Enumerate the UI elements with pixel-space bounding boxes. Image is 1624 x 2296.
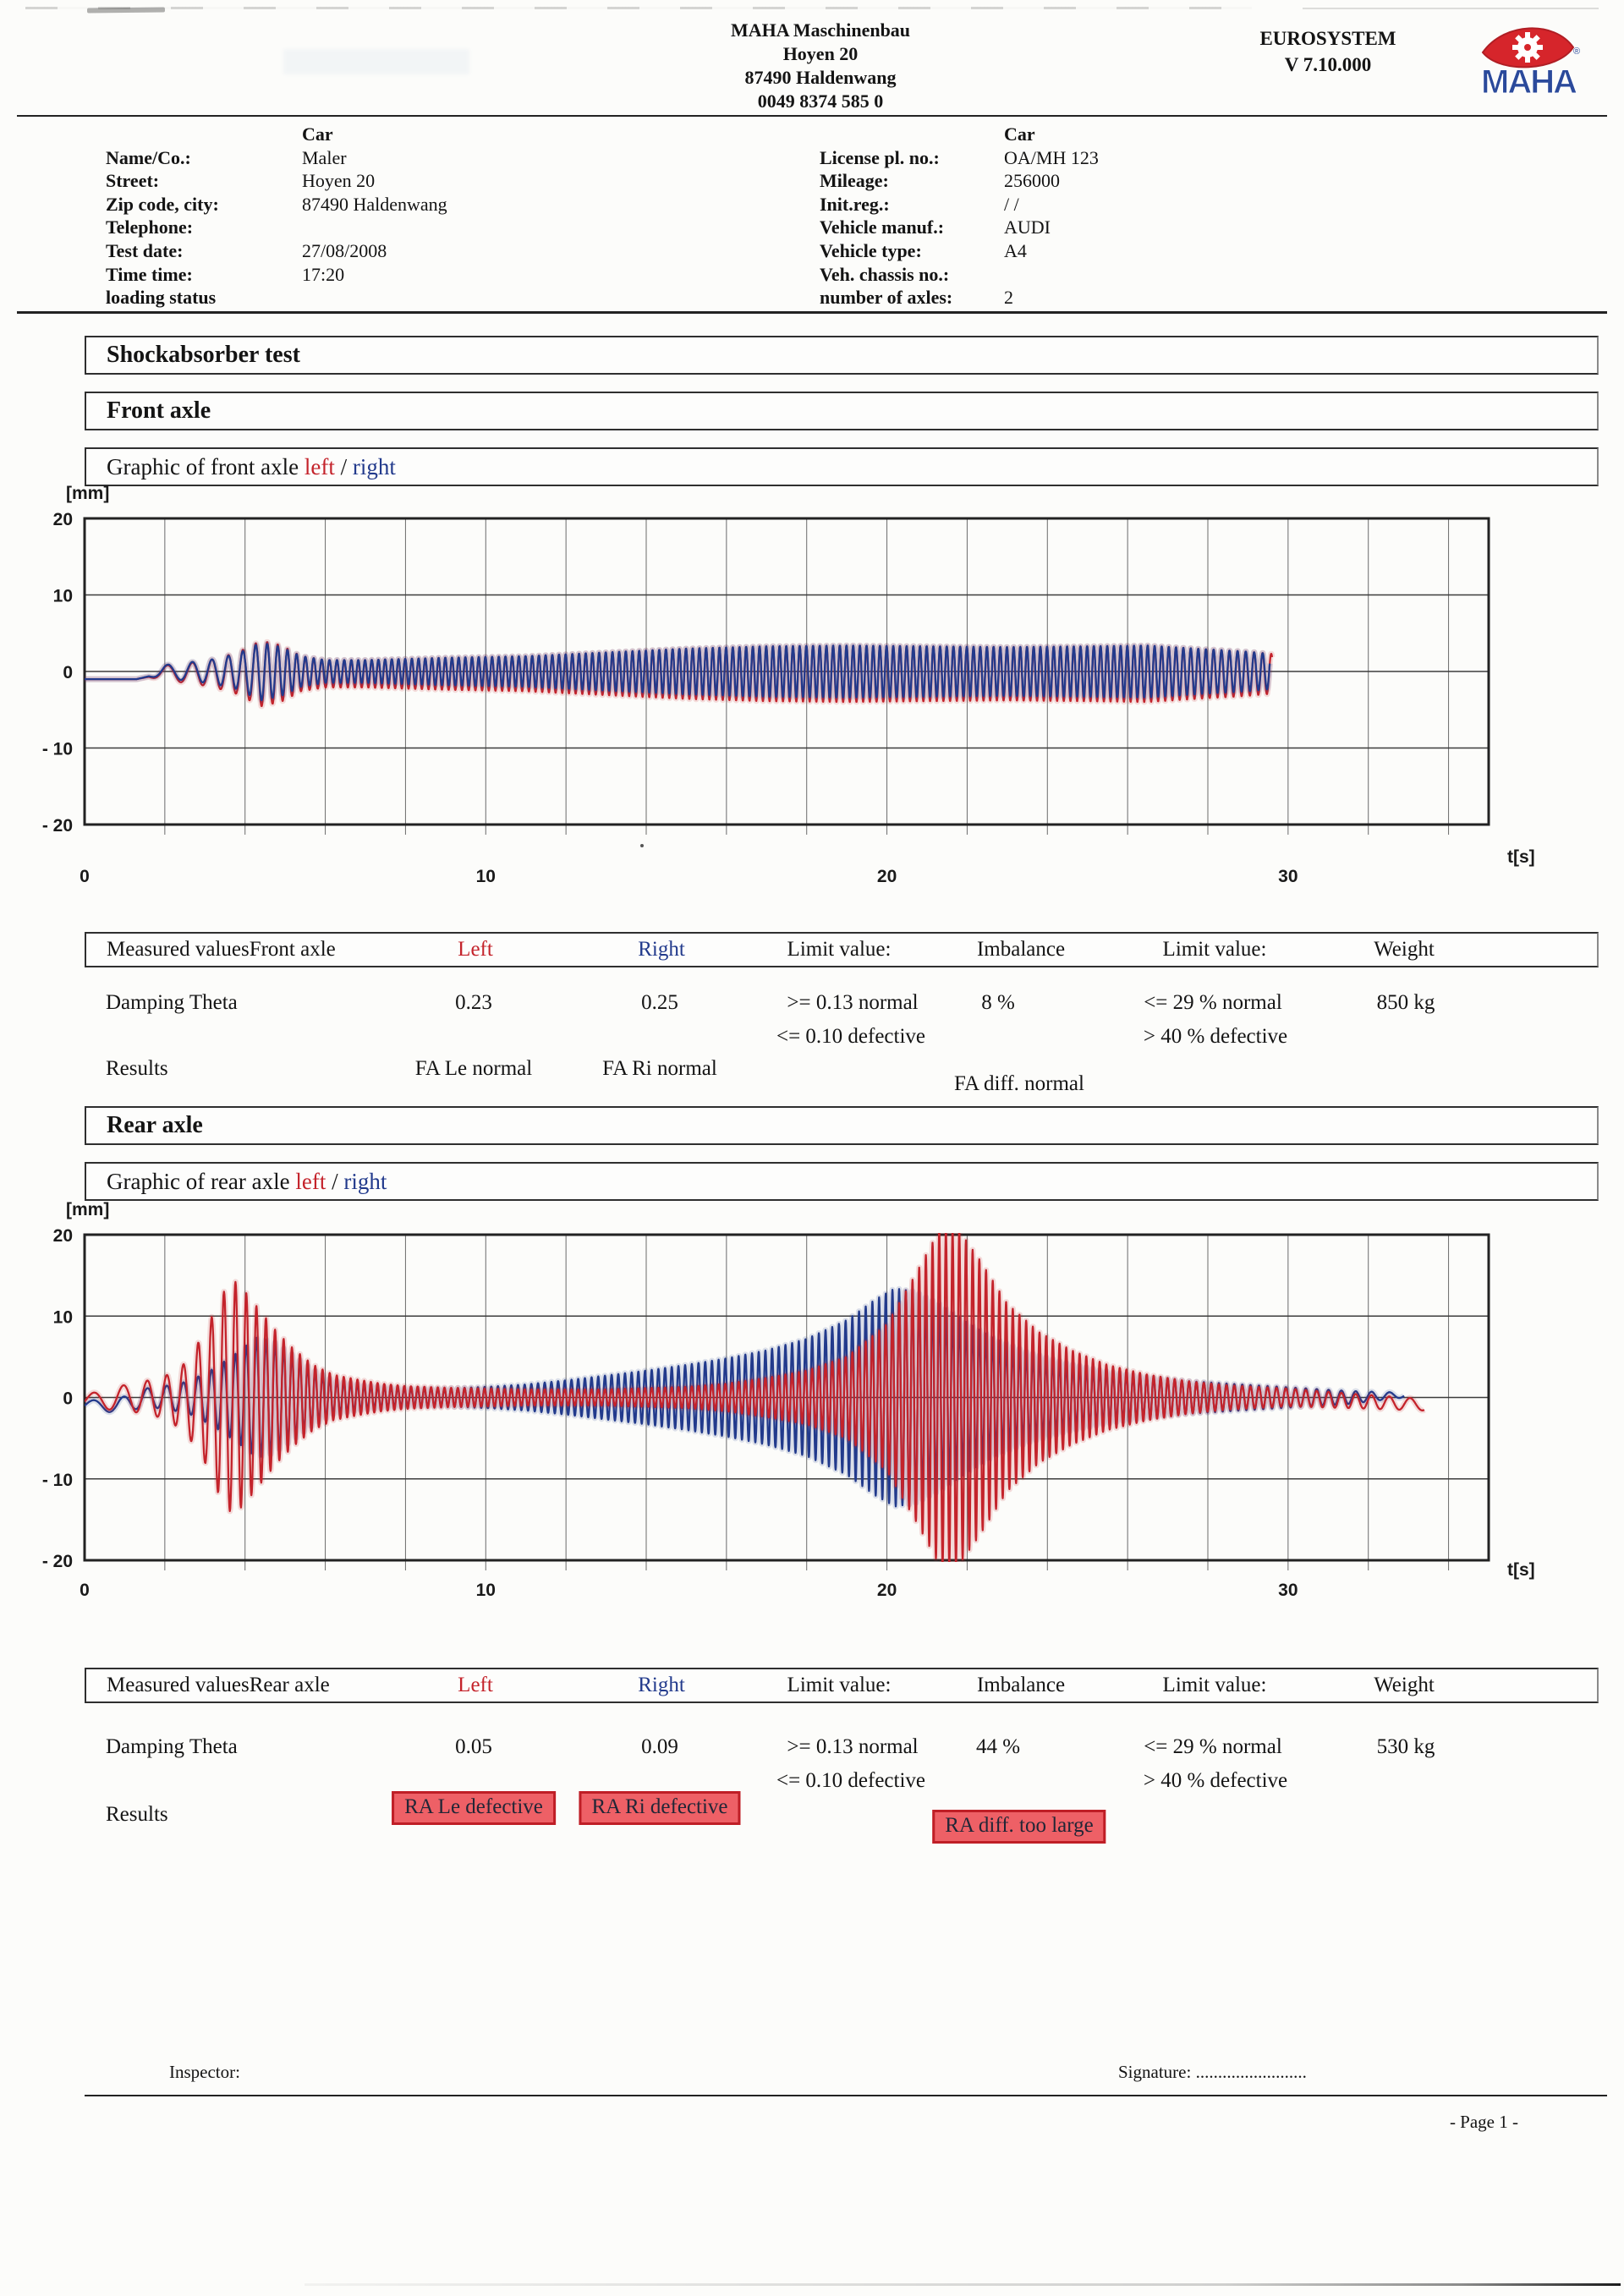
info-divider [17, 311, 1607, 314]
result-diff-defective-badge: RA diff. too large [932, 1810, 1106, 1844]
info-row: Time time: 17:20 [106, 263, 345, 285]
front-measured-header [85, 932, 1599, 967]
vehicle-info [820, 123, 1099, 310]
scan-artifact-top-streak [25, 7, 1252, 9]
footer-divider [85, 2095, 1607, 2096]
svg-text:20: 20 [52, 1226, 73, 1246]
imbalance-value: 8 % [981, 991, 1015, 1014]
col-weight: Weight [1374, 1674, 1435, 1696]
company-street: Hoyen 20 [782, 43, 859, 64]
svg-text:30: 30 [1278, 1581, 1298, 1600]
damping-left-value: 0.05 [455, 1735, 492, 1758]
limit2-normal: <= 29 % normal [1144, 991, 1282, 1014]
info-row: Init.reg.: / / [820, 193, 1019, 215]
section-title: Shockabsorber test [107, 342, 300, 368]
col-left: Left [458, 1674, 493, 1696]
legend-right: right [352, 453, 396, 479]
front-axle-oscillation-plot [34, 480, 1556, 903]
svg-text:20: 20 [876, 1581, 897, 1600]
info-row: Veh. chassis no.: [820, 263, 950, 285]
damping-left-value: 0.23 [455, 991, 492, 1014]
col-limit-2: Limit value: [1162, 1674, 1267, 1696]
info-row: number of axles: 2 [820, 287, 1013, 309]
svg-text:20: 20 [876, 867, 897, 886]
system-name: EUROSYSTEM [1259, 28, 1396, 49]
section-graphic-rear-axle [85, 1162, 1599, 1201]
scan-artifact-blotch [87, 8, 165, 14]
col-imbalance: Imbalance [976, 938, 1066, 961]
weight-value: 530 kg [1376, 1735, 1435, 1758]
damping-right-value: 0.25 [641, 991, 678, 1014]
section-title: Graphic of front axle left / right [107, 453, 396, 479]
customer-column-header: Car [302, 123, 333, 145]
result-diff: FA diff. normal [954, 1072, 1084, 1095]
limit1-normal: >= 0.13 normal [787, 1735, 919, 1758]
logo-registered-mark: ® [1572, 47, 1581, 57]
info-row: Zip code, city: 87490 Haldenwang [106, 193, 447, 215]
limit1-defective: <= 0.10 defective [776, 1025, 926, 1048]
damping-label: Damping Theta [106, 991, 238, 1014]
maha-logo-icon [1479, 15, 1583, 100]
col-limit-1: Limit value: [787, 1674, 892, 1696]
result-left-defective-badge: RA Le defective [392, 1791, 556, 1825]
section-shockabsorber-test [85, 336, 1599, 375]
legend-left: left [304, 453, 335, 479]
info-row: License pl. no.: OA/MH 123 [820, 146, 1099, 168]
info-row: Telephone: [106, 216, 194, 238]
page-number: - Page 1 - [1449, 2112, 1518, 2132]
table-title: Measured valuesRear axle [107, 1674, 330, 1696]
legend-right: right [343, 1168, 387, 1194]
svg-text:- 10: - 10 [41, 739, 73, 759]
info-row: Vehicle manuf.: AUDI [820, 216, 1051, 238]
info-row: Vehicle type: A4 [820, 239, 1027, 261]
rear-measured-header [85, 1668, 1599, 1703]
svg-text:t[s]: t[s] [1507, 847, 1535, 867]
svg-text:[mm]: [mm] [66, 484, 110, 503]
svg-text:- 10: - 10 [41, 1470, 73, 1490]
front-axle-chart [34, 480, 1556, 907]
col-right: Right [638, 1674, 685, 1696]
company-phone: 0049 8374 585 0 [757, 90, 884, 112]
inspector-label: Inspector: [169, 2062, 240, 2082]
vehicle-column-header: Car [1004, 123, 1035, 145]
system-version: V 7.10.000 [1284, 54, 1372, 75]
result-left: FA Le normal [414, 1057, 533, 1080]
damping-label: Damping Theta [106, 1735, 238, 1758]
scan-artifact-smudge [283, 49, 469, 74]
svg-text:[mm]: [mm] [66, 1200, 110, 1219]
info-row: Street: Hoyen 20 [106, 170, 376, 192]
svg-text:10: 10 [475, 1581, 496, 1600]
info-row: Test date: 27/08/2008 [106, 239, 387, 261]
col-limit-1: Limit value: [787, 938, 892, 961]
section-rear-axle [85, 1106, 1599, 1145]
svg-text:20: 20 [52, 510, 73, 529]
logo-wordmark: MAHA [1481, 63, 1576, 100]
info-row: loading status [106, 287, 217, 309]
info-row: Mileage: 256000 [820, 170, 1060, 192]
limit2-defective: > 40 % defective [1143, 1025, 1288, 1048]
col-right: Right [638, 938, 685, 961]
col-weight: Weight [1374, 938, 1435, 961]
company-city: 87490 Haldenwang [744, 67, 897, 88]
svg-text:10: 10 [475, 867, 496, 886]
svg-text:0: 0 [63, 1389, 73, 1409]
damping-right-value: 0.09 [641, 1735, 678, 1758]
svg-text:0: 0 [80, 1581, 90, 1600]
scan-artifact-top-streak-2 [1303, 8, 1599, 9]
signature-dots: ......................... [1195, 2062, 1307, 2082]
section-title: Front axle [107, 397, 211, 424]
header-divider [17, 115, 1607, 117]
system-version-block [1231, 25, 1425, 78]
limit2-normal: <= 29 % normal [1144, 1735, 1282, 1758]
result-right: FA Ri normal [602, 1057, 717, 1080]
info-row: Name/Co.: Maler [106, 146, 347, 168]
svg-text:t[s]: t[s] [1507, 1560, 1535, 1580]
imbalance-value: 44 % [975, 1735, 1021, 1758]
svg-text:0: 0 [80, 867, 90, 886]
col-left: Left [458, 938, 493, 961]
svg-text:0: 0 [63, 663, 73, 682]
col-imbalance: Imbalance [976, 1674, 1066, 1696]
company-name: MAHA Maschinenbau [730, 19, 911, 41]
section-title: Graphic of rear axle left / right [107, 1168, 387, 1194]
weight-value: 850 kg [1376, 991, 1435, 1014]
svg-text:10: 10 [52, 1307, 73, 1328]
svg-text:- 20: - 20 [41, 816, 73, 836]
section-front-axle [85, 392, 1599, 430]
customer-info [106, 123, 447, 310]
legend-left: left [295, 1168, 326, 1194]
signature-line: Signature: ......................... [1118, 2062, 1307, 2082]
limit1-normal: >= 0.13 normal [787, 991, 919, 1014]
limit2-defective: > 40 % defective [1143, 1769, 1288, 1792]
table-title: Measured valuesFront axle [107, 938, 336, 961]
col-limit-2: Limit value: [1162, 938, 1267, 961]
rear-axle-oscillation-plot [34, 1197, 1556, 1628]
section-title: Rear axle [107, 1112, 203, 1138]
rear-axle-chart [34, 1197, 1556, 1632]
scan-artifact-bottom-line [304, 2283, 1621, 2286]
limit1-defective: <= 0.10 defective [776, 1769, 926, 1792]
results-label: Results [106, 1057, 168, 1080]
svg-text:- 20: - 20 [41, 1552, 73, 1571]
svg-text:10: 10 [52, 586, 73, 606]
results-label: Results [106, 1803, 168, 1826]
svg-text:30: 30 [1278, 867, 1298, 886]
result-right-defective-badge: RA Ri defective [579, 1791, 740, 1825]
company-address-block [651, 19, 990, 113]
